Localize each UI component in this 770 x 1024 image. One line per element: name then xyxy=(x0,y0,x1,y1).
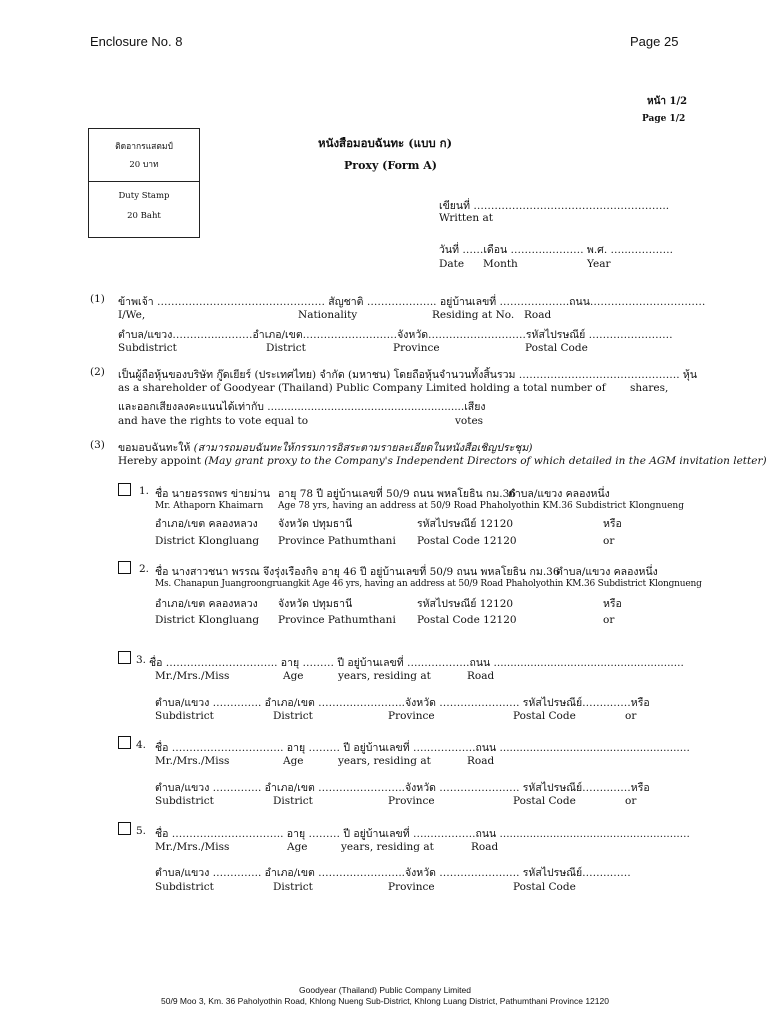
proxy-1-or-en: or xyxy=(603,535,615,547)
page-no-th: หน้า 1/2 xyxy=(647,96,688,107)
proxy-2-district-en: District Klongluang xyxy=(155,614,260,626)
proxy-5-province-en: Province xyxy=(388,881,435,893)
proxy-1-or-th: หรือ xyxy=(603,518,622,530)
proxy-5-road-en: Road xyxy=(471,841,499,853)
proxy-5-district-en: District xyxy=(273,881,313,893)
proxy-1-name-en: Mr. Athaporn Khaimarn xyxy=(155,501,264,511)
proxy-5-subdistrict-en: Subdistrict xyxy=(155,881,214,893)
proxy-1-postal-th: รหัสไปรษณีย์ 12120 xyxy=(417,518,514,530)
proxy-4-name-th: ชื่อ ………………………….. อายุ ……… ปี อยู่บ้านเลขที่ ….…………..ถนน ......................................................... xyxy=(155,742,690,754)
proxy-5-checkbox[interactable] xyxy=(118,822,131,835)
proxy-3-name-th: ชื่อ ………………………….. อายุ ……… ปี อยู่บ้านเลขที่ ….…………..ถนน ......................................................... xyxy=(149,657,684,669)
proxy-2-province-en: Province Pathumthani xyxy=(278,614,396,626)
proxy-5-title-en: Mr./Mrs./Miss xyxy=(155,841,230,853)
proxy-5-age-en: Age xyxy=(287,841,308,853)
proxy-2-postal-th: รหัสไปรษณีย์ 12120 xyxy=(417,598,514,610)
appoint-th-note: (สามารถมอบฉันทะให้กรรมการอิสระตามรายละเอียดในหนังสือเชิญประชุม) xyxy=(193,442,533,454)
section-1-residing: Residing at No. xyxy=(432,309,515,321)
section-2-votes-th: และออกเสียงลงคะแนนได้เท่ากับ ...........................................................เสียง xyxy=(118,401,486,413)
proxy-1-district-th: อำเภอ/เขต คลองหลวง xyxy=(155,518,258,530)
proxy-3-district-en: District xyxy=(273,710,313,722)
proxy-2-subdistrict-th: ตำบล/แขวง คลองหนึ่ง xyxy=(556,566,658,578)
stamp-en-1: Duty Stamp xyxy=(118,191,170,201)
proxy-3-checkbox[interactable] xyxy=(118,651,131,664)
appoint-en-text: Hereby appoint xyxy=(118,455,205,467)
stamp-en-2: 20 Baht xyxy=(127,211,161,221)
section-2-number: (2) xyxy=(90,366,105,378)
proxy-1-district-en: District Klongluang xyxy=(155,535,260,547)
proxy-2-number: 2. xyxy=(139,563,150,575)
proxy-4-subdistrict-en: Subdistrict xyxy=(155,795,214,807)
proxy-1-address-en: Age 78 yrs, having an address at 50/9 Road Phaholyothin KM.36 Subdistrict Klongnueng xyxy=(278,501,684,511)
proxy-4-checkbox[interactable] xyxy=(118,736,131,749)
proxy-3-address-th: ตำบล/แขวง ………….. อำเภอ/เขต ………..…………..จังหวัด ……………….…. รหัสไปรษณีย์……..……หรือ xyxy=(155,697,650,709)
proxy-1-postal-en: Postal Code 12120 xyxy=(417,535,517,547)
proxy-3-road-en: Road xyxy=(467,670,495,682)
section-1-nationality: Nationality xyxy=(298,309,358,321)
proxy-4-address-th: ตำบล/แขวง ………….. อำเภอ/เขต ………..…………..จังหวัด ……………….…. รหัสไปรษณีย์……..……หรือ xyxy=(155,782,650,794)
proxy-4-number: 4. xyxy=(136,739,147,751)
footer-company: Goodyear (Thailand) Public Company Limited xyxy=(299,985,471,995)
proxy-4-residing-en: years, residing at xyxy=(338,755,431,767)
section-2-line-th: เป็นผู้ถือหุ้นของบริษัท กู๊ดเยียร์ (ประเทศไทย) จำกัด (มหาชน) โดยถือหุ้นจำนวนทั้งสิ้นรวม ………………………………………. หุ้น xyxy=(118,369,698,381)
proxy-4-road-en: Road xyxy=(467,755,495,767)
section-2-votes-en: and have the rights to vote equal to xyxy=(118,415,309,427)
title-th: หนังสือมอบฉันทะ (แบบ ก) xyxy=(318,136,453,150)
page-no-en: Page 1/2 xyxy=(642,114,686,124)
proxy-3-title-en: Mr./Mrs./Miss xyxy=(155,670,230,682)
proxy-3-subdistrict-en: Subdistrict xyxy=(155,710,214,722)
written-at-th: เขียนที่ ……………………………………………….. xyxy=(439,200,670,212)
proxy-2-province-th: จังหวัด ปทุมธานี xyxy=(278,598,353,610)
proxy-5-postal-en: Postal Code xyxy=(513,881,576,893)
proxy-2-name-th: ชื่อ นางสาวชนา พรรณ จึงรุ่งเรืองกิจ อายุ 46 ปี อยู่บ้านเลขที่ 50/9 ถนน พหลโยธิน กม.36 xyxy=(155,566,560,578)
enclosure-label: Enclosure No. 8 xyxy=(90,34,183,49)
section-3-number: (3) xyxy=(90,439,105,451)
date-th: วันที่ ……เดือน ………...……… พ.ศ. …..…………. xyxy=(439,244,674,256)
stamp-divider xyxy=(89,181,199,182)
appoint-th-text: ขอมอบฉันทะให้ xyxy=(118,442,194,454)
proxy-2-or-th: หรือ xyxy=(603,598,622,610)
proxy-2-name-en: Ms. Chanapun Juangroongruangkit Age 46 yrs, having an address at 50/9 Road Phaholyothin KM.36 Subdistrict Klongnueng xyxy=(155,579,702,589)
section-1-number: (1) xyxy=(90,293,105,305)
proxy-1-number: 1. xyxy=(139,485,150,497)
section-1-province: Province xyxy=(393,342,440,354)
title-en: Proxy (Form A) xyxy=(344,159,437,172)
section-1-iwe: I/We, xyxy=(118,309,146,321)
proxy-1-name-th: ชื่อ นายอรรถพร ข่ายม่าน xyxy=(155,488,271,500)
proxy-2-or-en: or xyxy=(603,614,615,626)
section-2-votes-label: votes xyxy=(455,415,484,427)
proxy-1-checkbox[interactable] xyxy=(118,483,131,496)
proxy-5-name-th: ชื่อ ………………………….. อายุ ……… ปี อยู่บ้านเลขที่ ….…………..ถนน ......................................................... xyxy=(155,828,690,840)
proxy-5-number: 5. xyxy=(136,825,147,837)
proxy-1-province-th: จังหวัด ปทุมธานี xyxy=(278,518,353,530)
section-1-subdistrict: Subdistrict xyxy=(118,342,177,354)
proxy-4-title-en: Mr./Mrs./Miss xyxy=(155,755,230,767)
section-1-postal: Postal Code xyxy=(525,342,588,354)
proxy-4-age-en: Age xyxy=(283,755,304,767)
section-1-road: Road xyxy=(524,309,552,321)
stamp-th-2: 20 บาท xyxy=(129,160,159,170)
date-label: Date xyxy=(439,258,465,270)
appoint-en-note: (May grant proxy to the Company's Independent Directors of which detailed in the AGM invitation letter) xyxy=(204,455,767,467)
proxy-2-postal-en: Postal Code 12120 xyxy=(417,614,517,626)
proxy-2-district-th: อำเภอ/เขต คลองหลวง xyxy=(155,598,258,610)
section-2-shareholder-en: as a shareholder of Goodyear (Thailand) Public Company Limited holding a total number of xyxy=(118,382,606,394)
proxy-5-address-th: ตำบล/แขวง ………….. อำเภอ/เขต ………..…………..จังหวัด ……………….…. รหัสไปรษณีย์……..…… xyxy=(155,867,631,879)
stamp-th-1: ติดอากรแสตมป์ xyxy=(115,142,173,152)
proxy-4-or-en: or xyxy=(625,795,637,807)
proxy-1-province-en: Province Pathumthani xyxy=(278,535,396,547)
section-1-line-th: ข้าพเจ้า ………………………………………… สัญชาติ ……………….. อยู่บ้านเลขที่ ………………..ถนน…………………………… xyxy=(118,296,706,308)
section-2-shares: shares, xyxy=(630,382,669,394)
proxy-3-postal-en: Postal Code xyxy=(513,710,576,722)
duty-stamp-box xyxy=(88,128,200,238)
section-1-district: District xyxy=(266,342,306,354)
proxy-3-number: 3. xyxy=(136,654,147,666)
proxy-1-address-th: อายุ 78 ปี อยู่บ้านเลขที่ 50/9 ถนน พหลโยธิน กม.36 xyxy=(278,488,516,500)
year-label: Year xyxy=(587,258,611,270)
section-3-appoint-en xyxy=(118,455,767,467)
proxy-3-age-en: Age xyxy=(283,670,304,682)
proxy-3-or-en: or xyxy=(625,710,637,722)
proxy-1-subdistrict-th: ตำบล/แขวง คลองหนึ่ง xyxy=(508,488,610,500)
footer-address: 50/9 Moo 3, Km. 36 Paholyothin Road, Khlong Nueng Sub-District, Khlong Luang District, Pathumthani Province 12120 xyxy=(161,996,609,1006)
section-3-appoint-th xyxy=(118,439,532,456)
proxy-4-province-en: Province xyxy=(388,795,435,807)
proxy-4-district-en: District xyxy=(273,795,313,807)
month-label: Month xyxy=(483,258,518,270)
proxy-3-residing-en: years, residing at xyxy=(338,670,431,682)
proxy-2-checkbox[interactable] xyxy=(118,561,131,574)
section-1-address-th: ตำบล/แขวง…………..………อำเภอ/เขต………………………จังหวัด……………………….รหัสไปรษณีย์ …………………… xyxy=(118,329,673,341)
proxy-4-postal-en: Postal Code xyxy=(513,795,576,807)
proxy-5-residing-en: years, residing at xyxy=(341,841,434,853)
proxy-3-province-en: Province xyxy=(388,710,435,722)
page-number-header: Page 25 xyxy=(630,34,679,49)
written-at-en: Written at xyxy=(439,212,493,224)
